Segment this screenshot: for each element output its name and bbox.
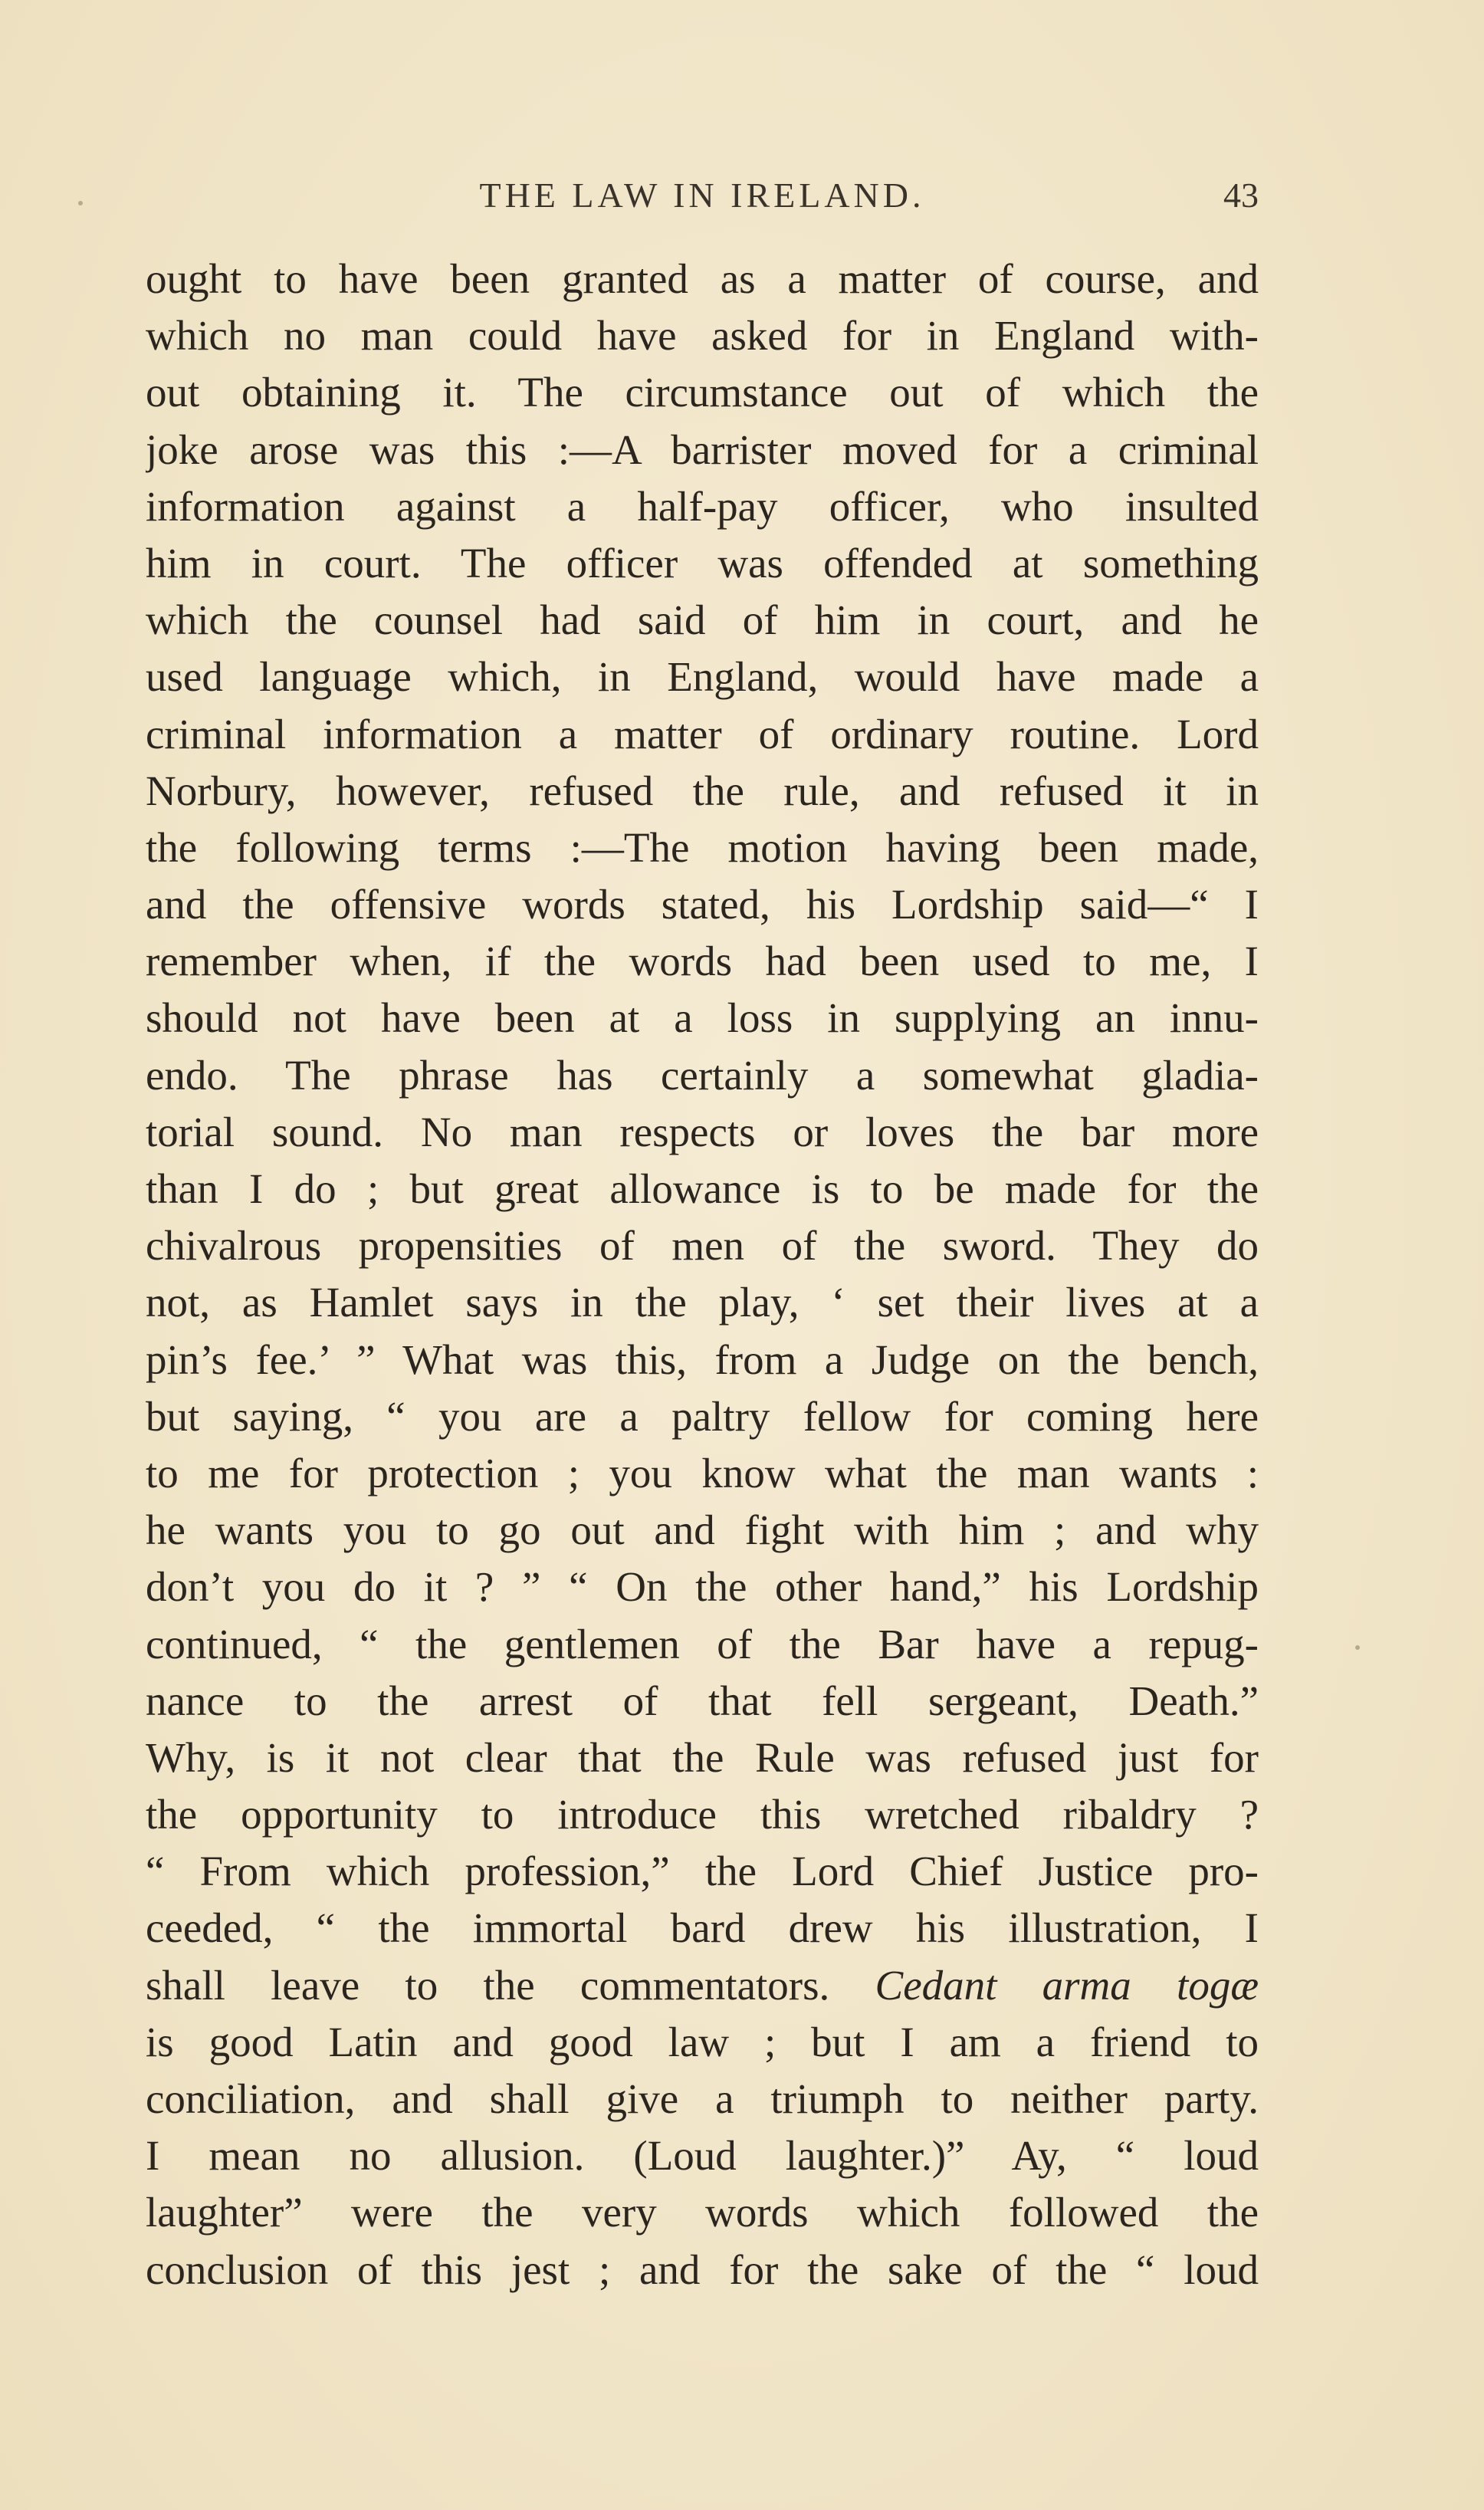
italic-phrase: Cedant arma togæ [875,1961,1259,2009]
text-line: don’t you do it ? ” “ On the other hand,” his Lordship [146,1563,1259,1611]
text-line: him in court. The officer was offended at something [146,539,1259,586]
text-line: Why, is it not clear that the Rule was refused just for [146,1733,1259,1781]
text-line: the following terms :—The motion having been made, [146,823,1259,871]
text-line: to me for protection ; you know what the man wants : [146,1449,1259,1496]
paper-speck [78,201,83,205]
text-line: chivalrous propensities of men of the sword. They do [146,1222,1259,1270]
body-text [146,251,1259,2298]
text-line: should not have been at a loss in supplying an innu- [146,994,1259,1042]
text-line: and the offensive words stated, his Lordship said—“ I [146,881,1259,928]
text-line-with-italic [146,1957,1259,2014]
text-line: I mean no allusion. (Loud laughter.)” Ay, “ loud [146,2132,1259,2180]
text-line: criminal information a matter of ordinary routine. Lord [146,710,1259,757]
text-line: continued, “ the gentlemen of the Bar have a repug- [146,1620,1259,1667]
text-line: not, as Hamlet says in the play, ‘ set their lives at a [146,1279,1259,1326]
text-line: which no man could have asked for in England with- [146,312,1259,360]
text-line: used language which, in England, would have made a [146,653,1259,701]
text-line: but saying, “ you are a paltry fellow for coming here [146,1392,1259,1440]
page-number: 43 [1223,176,1259,215]
text-line: Norbury, however, refused the rule, and refused it in [146,767,1259,814]
paper-speck [1355,1645,1360,1650]
text-line: conciliation, and shall give a triumph to neither party. [146,2075,1259,2122]
text-line: ceeded, “ the immortal bard drew his illustration, I [146,1904,1259,1952]
text-line: conclusion of this jest ; and for the sake of the “ loud [146,2246,1259,2293]
text-line: remember when, if the words had been used to me, I [146,938,1259,985]
text-line: joke arose was this :—A barrister moved for a criminal [146,425,1259,473]
text-line: laughter” were the very words which followed the [146,2189,1259,2236]
text-line: than I do ; but great allowance is to be made for the [146,1165,1259,1212]
text-line: “ From which profession,” the Lord Chief Justice pro- [146,1848,1259,1895]
text-line-segment: shall leave to the commentators. [146,1961,830,2009]
text-line: nance to the arrest of that fell sergeant, Death.” [146,1677,1259,1724]
text-line: endo. The phrase has certainly a somewhat gladia- [146,1051,1259,1099]
text-line: which the counsel had said of him in court, and he [146,596,1259,644]
text-line: out obtaining it. The circumstance out of which the [146,369,1259,416]
text-line: the opportunity to introduce this wretched ribaldry ? [146,1791,1259,1838]
text-line: information against a half-pay officer, who insulted [146,482,1259,530]
text-line: is good Latin and good law ; but I am a friend to [146,2018,1259,2065]
text-line: ought to have been granted as a matter of course, and [146,255,1259,302]
text-line: pin’s fee.’ ” What was this, from a Judge on the bench, [146,1335,1259,1383]
text-line: torial sound. No man respects or loves the bar more [146,1108,1259,1155]
running-head [146,175,1259,224]
running-head-title: THE LAW IN IRELAND. [479,176,925,215]
text-line: he wants you to go out and fight with him ; and why [146,1506,1259,1554]
